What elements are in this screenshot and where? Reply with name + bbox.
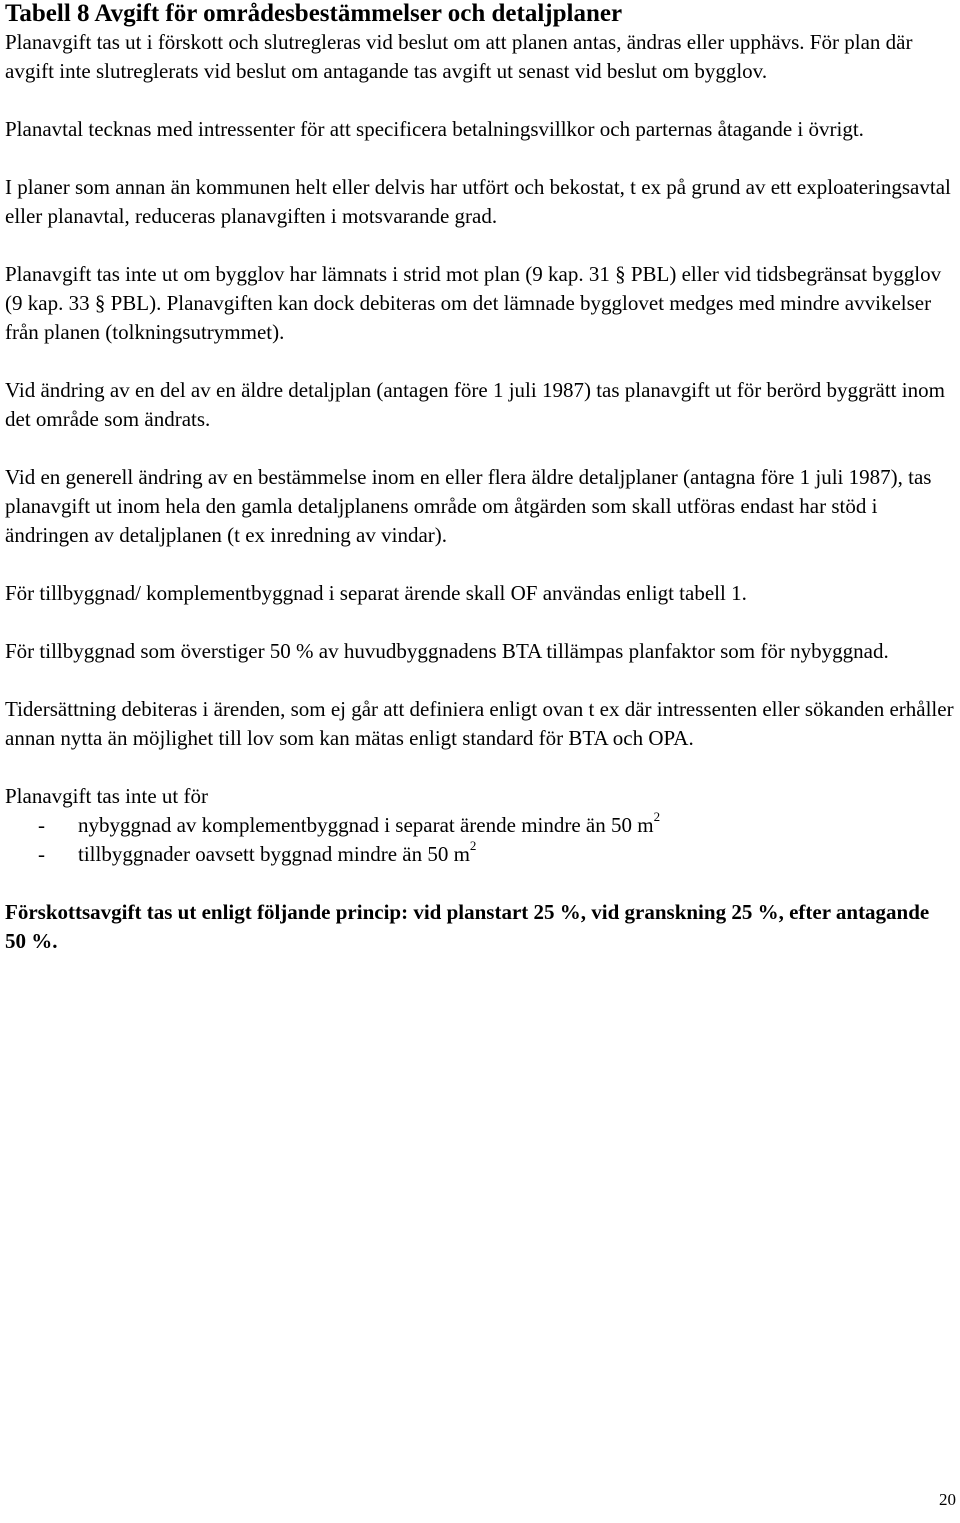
paragraph-extension-over-50: För tillbyggnad som överstiger 50 % av huvudbyggnadens BTA tillämpas planfaktor som för nybyggnad. <box>5 639 889 663</box>
list-item <box>5 840 955 869</box>
paragraph-gap <box>5 434 955 463</box>
document-body <box>5 0 955 956</box>
list-item-label: nybyggnad av komplementbyggnad i separat ärende mindre än 50 m <box>78 813 654 837</box>
paragraph-no-fee-intro: Planavgift tas inte ut för <box>5 784 208 808</box>
section-symbol: § <box>615 262 626 286</box>
superscript: 2 <box>469 838 477 853</box>
paragraph-gap <box>5 144 955 173</box>
paragraph-gap <box>5 666 955 695</box>
paragraph-extension-separate: För tillbyggnad/ komplementbyggnad i separat ärende skall OF användas enligt tabell 1. <box>5 581 747 605</box>
prepayment-principle-note: Förskottsavgift tas ut enligt följande princip: vid planstart 25 %, vid granskning 25 %, efter antagande 50 %. <box>5 900 930 953</box>
paragraph-gap <box>5 608 955 637</box>
paragraph-gap <box>5 86 955 115</box>
paragraph-gap <box>5 869 955 898</box>
text-fragment: PBL). Planavgiften kan dock debiteras om det lämnade bygglovet medges med mindre avvikelser från planen (tolkningsutrymmet). <box>5 291 932 344</box>
text-fragment: Planavgift tas inte ut om bygglov har lämnats i strid mot plan (9 kap. 31 <box>5 262 616 286</box>
list-dash: - <box>38 813 45 837</box>
no-fee-list <box>5 811 955 869</box>
paragraph-gap <box>5 753 955 782</box>
list-item-text <box>78 840 476 869</box>
paragraph-reduction: I planer som annan än kommunen helt eller delvis har utfört och bekostat, t ex på grund av ett exploateringsavtal eller planavtal, reduceras planavgiften i motsvarande grad. <box>5 175 951 228</box>
paragraph-time-compensation: Tidersättning debiteras i ärenden, som ej går att definiera enligt ovan t ex där intressenten eller sökanden erhåller annan nytta än möjlighet till lov som kan mätas enligt standard för BTA och OPA. <box>5 697 954 750</box>
paragraph-gap <box>5 550 955 579</box>
list-item-text <box>78 811 660 840</box>
document-title: Tabell 8 Avgift för områdesbestämmelser och detaljplaner <box>5 0 623 27</box>
paragraph-prepayment: Planavgift tas ut i förskott och slutregleras vid beslut om att planen antas, ändras eller upphävs. För plan där avgift inte slutreglerats vid beslut om antagande tas avgift ut senast vid beslut om bygglov. <box>5 30 913 83</box>
superscript: 2 <box>653 809 661 824</box>
paragraph-building-permit <box>5 260 955 347</box>
paragraph-plan-agreement: Planavtal tecknas med intressenter för att specificera betalningsvillkor och parternas åtagande i övrigt. <box>5 117 864 141</box>
paragraph-partial-change: Vid ändring av en del av en äldre detaljplan (antagen före 1 juli 1987) tas planavgift ut för berörd byggrätt inom det område som ändrats. <box>5 378 945 431</box>
paragraph-gap <box>5 231 955 260</box>
paragraph-general-change: Vid en generell ändring av en bestämmelse inom en eller flera äldre detaljplaner (antagna före 1 juli 1987), tas planavgift ut inom hela den gamla detaljplanens område om åtgärden som skall utföras endast har stöd i ändringen av detaljplanen (t ex inredning av vindar). <box>5 465 932 547</box>
list-item-label: tillbyggnader oavsett byggnad mindre än 50 m <box>78 842 470 866</box>
page-number: 20 <box>939 1490 956 1509</box>
list-item <box>5 811 955 840</box>
paragraph-gap <box>5 347 955 376</box>
section-symbol: § <box>94 291 106 315</box>
text-fragment: PBL) eller vid tidsbegränsat bygglov (9 kap. 33 <box>5 262 942 315</box>
list-dash: - <box>38 842 45 866</box>
